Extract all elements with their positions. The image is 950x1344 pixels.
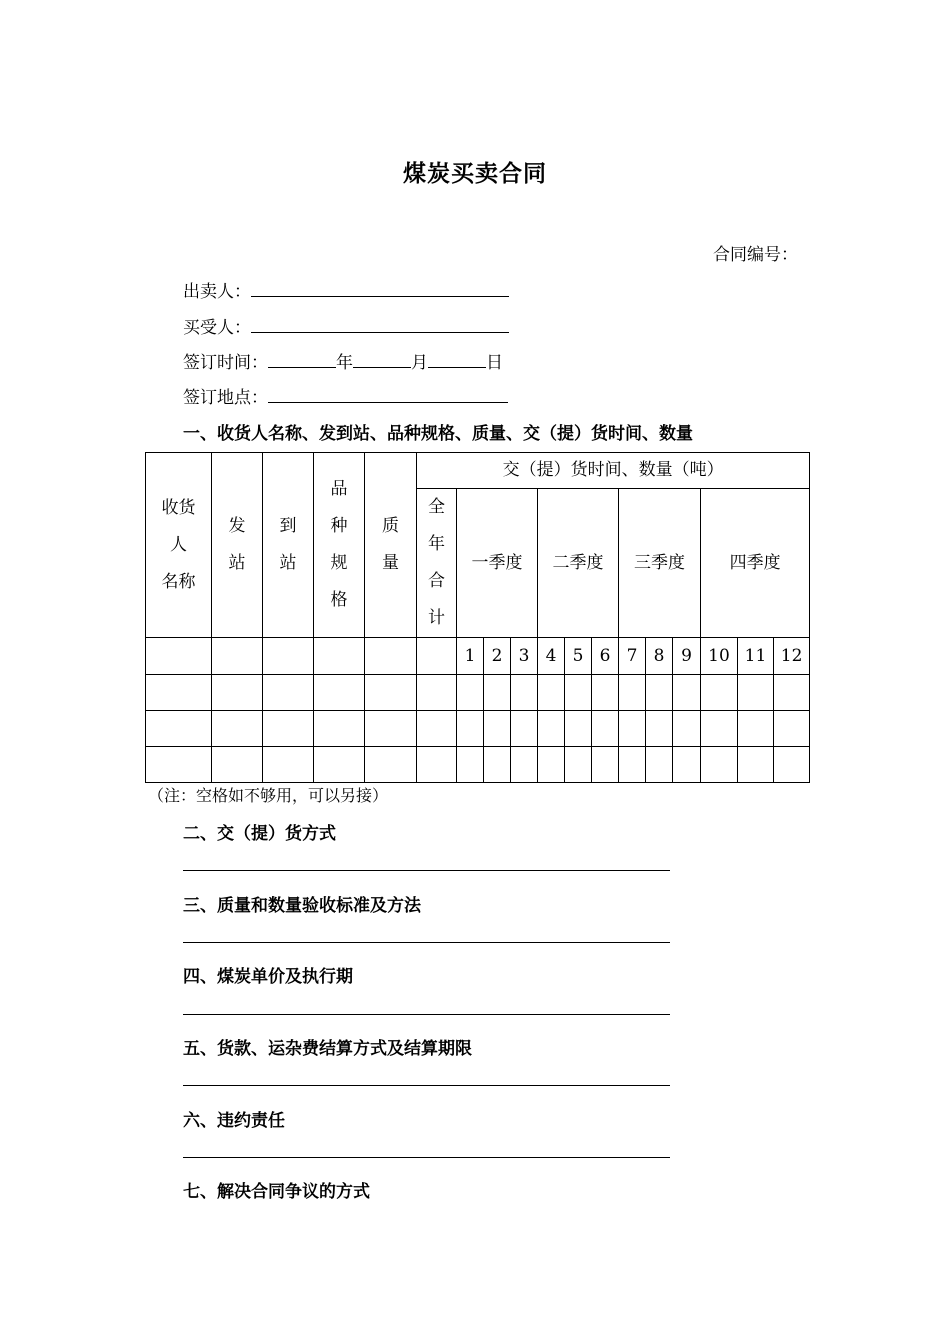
header-receiver: 收货 人 名称 — [146, 453, 212, 638]
cell[interactable] — [646, 747, 673, 783]
month-10: 10 — [701, 638, 738, 675]
header-variety-spec: 品 种 规 格 — [314, 453, 365, 638]
cell[interactable] — [565, 747, 592, 783]
section-2-answer-line[interactable] — [183, 870, 670, 871]
month-8: 8 — [646, 638, 673, 675]
cell[interactable] — [646, 675, 673, 711]
seller-label: 出卖人： — [183, 282, 251, 302]
section-4-answer-line[interactable] — [183, 1014, 670, 1015]
header-to-station: 到 站 — [263, 453, 314, 638]
sign-place-label: 签订地点： — [183, 388, 268, 408]
header-q4: 四季度 — [701, 489, 810, 638]
cell[interactable] — [538, 675, 565, 711]
cell[interactable] — [417, 638, 457, 675]
cell[interactable] — [314, 638, 365, 675]
month-2: 2 — [484, 638, 511, 675]
delivery-table — [145, 452, 810, 783]
cell[interactable] — [365, 747, 417, 783]
cell[interactable] — [646, 711, 673, 747]
table-note: （注：空格如不够用，可以另接） — [148, 786, 389, 805]
cell[interactable] — [619, 747, 646, 783]
section-5-answer-line[interactable] — [183, 1085, 670, 1086]
cell[interactable] — [511, 711, 538, 747]
month-12: 12 — [774, 638, 810, 675]
sign-month-line[interactable] — [353, 349, 411, 368]
year-label: 年 — [336, 353, 353, 373]
cell[interactable] — [774, 675, 810, 711]
header-quality: 质 量 — [365, 453, 417, 638]
cell[interactable] — [263, 711, 314, 747]
cell[interactable] — [263, 675, 314, 711]
sign-day-line[interactable] — [428, 349, 486, 368]
cell[interactable] — [417, 711, 457, 747]
cell[interactable] — [511, 747, 538, 783]
cell[interactable] — [484, 675, 511, 711]
sign-time-field — [183, 348, 503, 373]
cell[interactable] — [774, 711, 810, 747]
cell[interactable] — [484, 711, 511, 747]
section-6-answer-line[interactable] — [183, 1157, 670, 1158]
cell[interactable] — [538, 711, 565, 747]
month-3: 3 — [511, 638, 538, 675]
buyer-field — [183, 313, 509, 338]
month-6: 6 — [592, 638, 619, 675]
cell[interactable] — [314, 711, 365, 747]
seller-field — [183, 277, 509, 302]
cell[interactable] — [701, 711, 738, 747]
cell[interactable] — [146, 675, 212, 711]
cell[interactable] — [146, 711, 212, 747]
document-title: 煤炭买卖合同 — [403, 161, 547, 187]
cell[interactable] — [701, 675, 738, 711]
cell[interactable] — [592, 675, 619, 711]
buyer-label: 买受人： — [183, 318, 251, 338]
cell[interactable] — [146, 638, 212, 675]
cell[interactable] — [457, 747, 484, 783]
cell[interactable] — [511, 675, 538, 711]
cell[interactable] — [314, 675, 365, 711]
buyer-input-line[interactable] — [251, 314, 509, 333]
header-q2: 二季度 — [538, 489, 619, 638]
sign-place-input-line[interactable] — [268, 384, 508, 403]
cell[interactable] — [484, 747, 511, 783]
section-3-answer-line[interactable] — [183, 942, 670, 943]
cell[interactable] — [417, 747, 457, 783]
section-1-heading: 一、收货人名称、发到站、品种规格、质量、交（提）货时间、数量 — [183, 424, 693, 444]
sign-year-line[interactable] — [268, 349, 336, 368]
cell[interactable] — [417, 675, 457, 711]
section-2-heading: 二、交（提）货方式 — [183, 824, 336, 844]
cell[interactable] — [619, 711, 646, 747]
cell[interactable] — [365, 638, 417, 675]
month-5: 5 — [565, 638, 592, 675]
cell[interactable] — [738, 747, 774, 783]
header-time-quantity: 交（提）货时间、数量（吨） — [417, 453, 810, 489]
section-7-heading: 七、解决合同争议的方式 — [183, 1182, 370, 1202]
seller-input-line[interactable] — [251, 278, 509, 297]
header-q1: 一季度 — [457, 489, 538, 638]
cell[interactable] — [146, 747, 212, 783]
cell[interactable] — [314, 747, 365, 783]
month-label: 月 — [411, 353, 428, 373]
cell[interactable] — [673, 675, 701, 711]
cell[interactable] — [592, 747, 619, 783]
cell[interactable] — [212, 711, 263, 747]
month-9: 9 — [673, 638, 701, 675]
table-row — [146, 747, 810, 783]
cell[interactable] — [457, 675, 484, 711]
cell[interactable] — [212, 747, 263, 783]
cell[interactable] — [738, 675, 774, 711]
sign-time-label: 签订时间： — [183, 353, 268, 373]
cell[interactable] — [738, 711, 774, 747]
table-row — [146, 675, 810, 711]
day-label: 日 — [486, 353, 503, 373]
cell[interactable] — [565, 711, 592, 747]
header-from-station: 发 站 — [212, 453, 263, 638]
cell[interactable] — [673, 747, 701, 783]
cell[interactable] — [565, 675, 592, 711]
sign-place-field — [183, 383, 508, 408]
month-1: 1 — [457, 638, 484, 675]
cell[interactable] — [365, 711, 417, 747]
section-6-heading: 六、违约责任 — [183, 1111, 285, 1131]
cell[interactable] — [673, 711, 701, 747]
cell[interactable] — [457, 711, 484, 747]
cell[interactable] — [774, 747, 810, 783]
month-7: 7 — [619, 638, 646, 675]
cell[interactable] — [212, 638, 263, 675]
header-annual-total: 全 年 合 计 — [417, 489, 457, 638]
cell[interactable] — [365, 675, 417, 711]
cell[interactable] — [619, 675, 646, 711]
cell[interactable] — [538, 747, 565, 783]
contract-number-label: 合同编号： — [713, 245, 798, 265]
month-11: 11 — [738, 638, 774, 675]
month-4: 4 — [538, 638, 565, 675]
cell[interactable] — [263, 747, 314, 783]
section-4-heading: 四、煤炭单价及执行期 — [183, 967, 353, 987]
header-q3: 三季度 — [619, 489, 701, 638]
section-3-heading: 三、质量和数量验收标准及方法 — [183, 896, 421, 916]
cell[interactable] — [212, 675, 263, 711]
cell[interactable] — [701, 747, 738, 783]
cell[interactable] — [263, 638, 314, 675]
cell[interactable] — [592, 711, 619, 747]
section-5-heading: 五、货款、运杂费结算方式及结算期限 — [183, 1039, 472, 1059]
table-row — [146, 711, 810, 747]
